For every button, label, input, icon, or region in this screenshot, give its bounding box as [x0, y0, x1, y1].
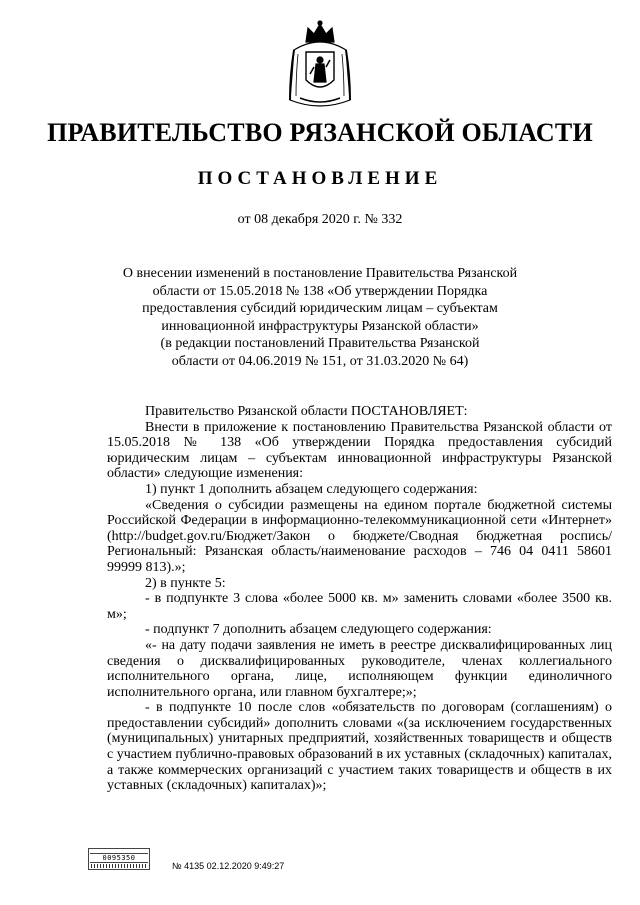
- subject-line: области от 15.05.2018 № 138 «Об утверждении Порядка: [152, 283, 488, 299]
- item-2-subitem-c: - в подпункте 10 после слов «обязательств по договорам (соглашениям) о предоставлении субсидий» дополнить словами «(за исключением государственных (муниципальных) унитарных предприятий, хозяйственных товариществ и обществ с участием публично-правовых образований в их уставных (складочных) капиталах, а также коммерческих организаций с участием таких товариществ и обществ в их уставных (складочных) капиталах)»;: [107, 700, 612, 794]
- item-2-subitem-b: - подпункт 7 дополнить абзацем следующего содержания:: [145, 622, 492, 638]
- subject-line: (в редакции постановлений Правительства Рязанской: [160, 336, 480, 351]
- subject-line: О внесении изменений в постановление Правительства Рязанской: [122, 266, 518, 281]
- subject-line: предоставления субсидий юридическим лицам – субъектам: [142, 301, 498, 316]
- item-1: 1) пункт 1 дополнить абзацем следующего содержания:: [145, 481, 478, 497]
- item-2: 2) в пункте 5:: [145, 575, 226, 591]
- document-body: [107, 404, 612, 794]
- document-barcode: [88, 848, 150, 870]
- intro-paragraph: Внести в приложение к постановлению Правительства Рязанской области от 15.05.2018 № 138 «Об утверждении Порядка предоставления субсидий юридическим лицам – субъектам инновационной инфраструктуры Рязанской области» следующие изменения:: [107, 419, 612, 482]
- document-date-number: от 08 декабря 2020 г. № 332: [237, 212, 403, 227]
- subject-line: инновационной инфраструктуры Рязанской области»: [161, 318, 479, 334]
- decree-statement: Правительство Рязанской области ПОСТАНОВЛЯЕТ:: [145, 404, 468, 419]
- subject-line: области от 04.06.2019 № 151, от 31.03.2020 № 64): [171, 353, 469, 369]
- item-2-subitem-a: - в подпункте 3 слова «более 5000 кв. м» заменить словами «более 3500 кв. м»;: [107, 591, 612, 622]
- document-kind: ПОСТАНОВЛЕНИЕ: [197, 168, 443, 189]
- item-2-subitem-b-text: «- на дату подачи заявления не иметь в реестре дисквалифицированных лиц сведения о дисквалифицированных руководителе, членах коллегиального исполнительного органа, лице, исполняющем функции единоличного исполнительного органа, или главном бухгалтере;»;: [107, 637, 612, 700]
- ryazan-coat-of-arms-icon: [286, 20, 354, 108]
- registration-stamp: № 4135 02.12.2020 9:49:27: [172, 861, 285, 871]
- barcode-bars: [91, 864, 147, 868]
- document-subject: [100, 265, 540, 370]
- item-1-text: «Сведения о субсидии размещены на едином портале бюджетной системы Российской Федерации в информационно-телекоммуникационной сети «Интернет» (http://budget.gov.ru/Бюджет/Закон о бюджете/Сводная бюджетная роспись/Региональный: Рязанская область/наименование расходов – 746 04 0411 58601 99999 813).»;: [107, 497, 612, 575]
- government-title: ПРАВИТЕЛЬСТВО РЯЗАНСКОЙ ОБЛАСТИ: [47, 118, 593, 147]
- barcode-number: 0095350: [90, 853, 148, 863]
